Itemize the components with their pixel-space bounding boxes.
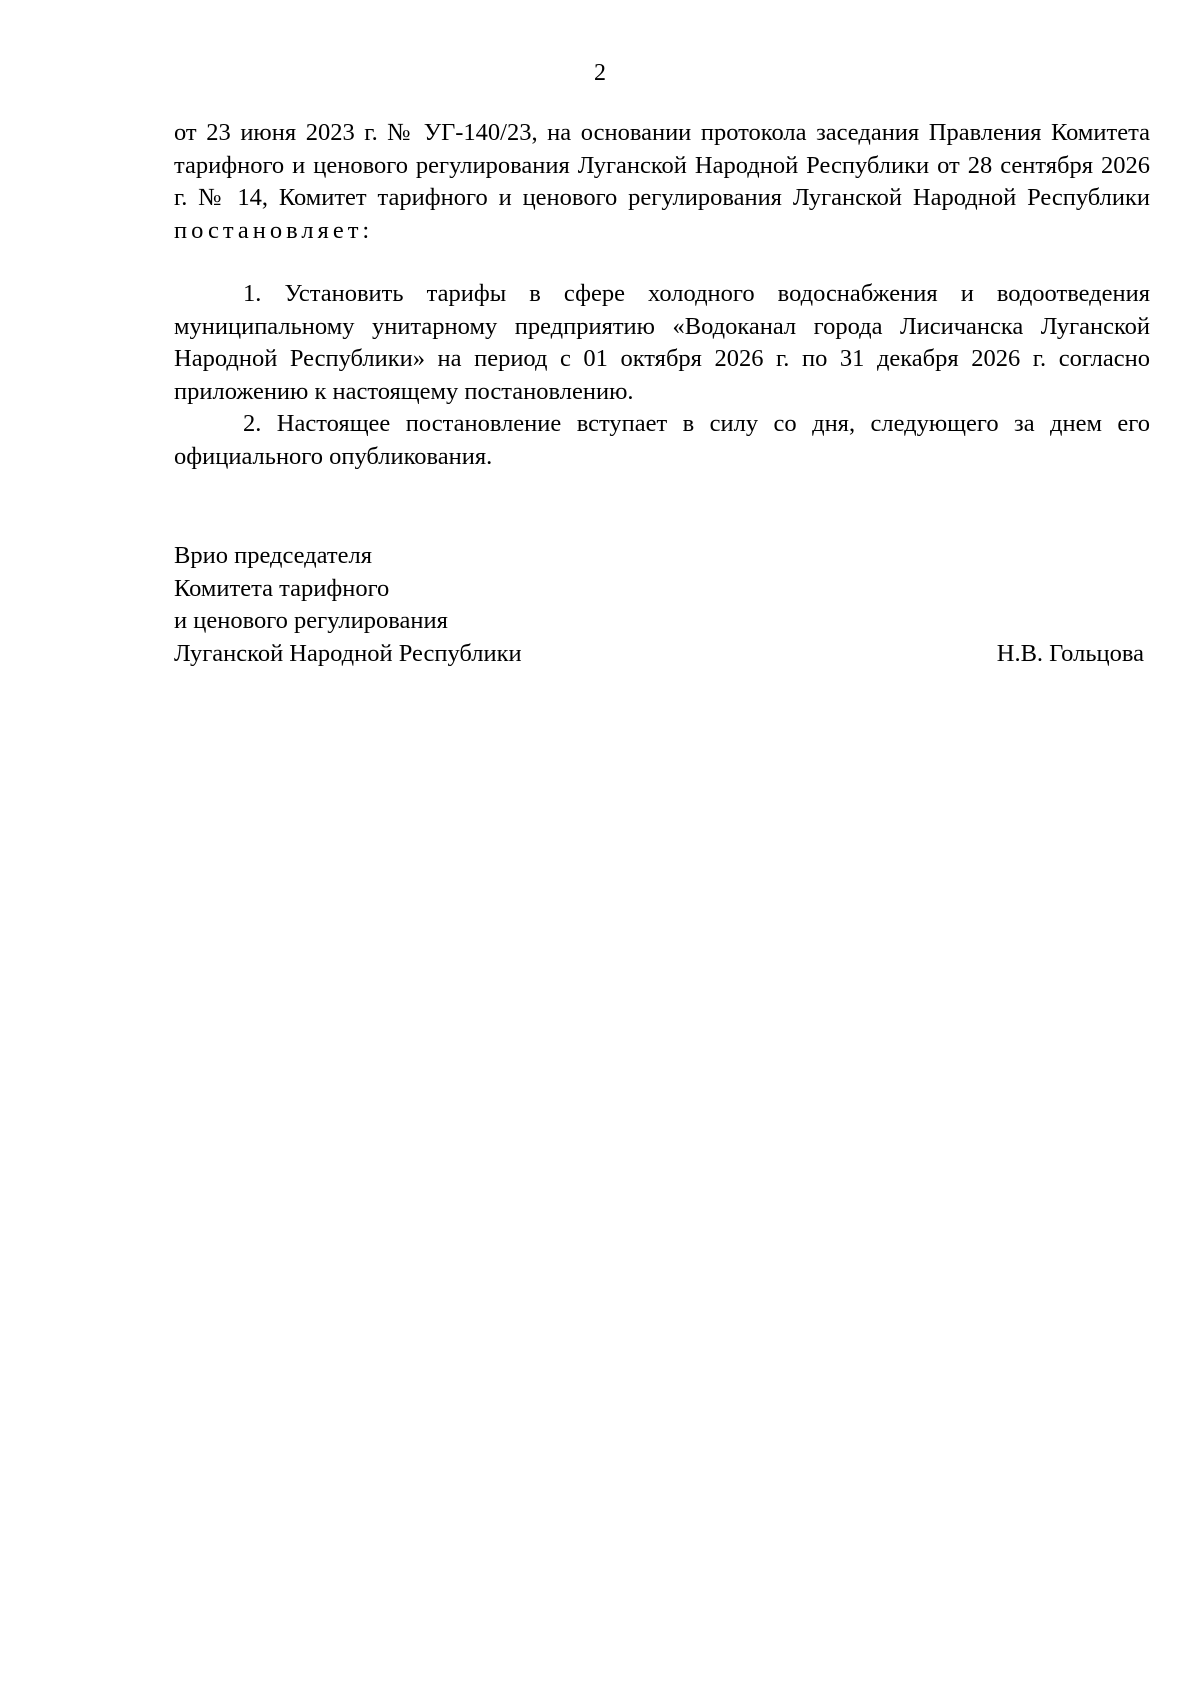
intro-ending: : bbox=[362, 216, 370, 244]
intro-paragraph bbox=[174, 117, 1150, 247]
signatory-name: Н.В. Гольцова bbox=[996, 639, 1144, 667]
signature-block bbox=[174, 540, 1150, 670]
resolution-item-2: 2. Настоящее постановление вступает в силу со дня, следующего за днем его официального опубликования. bbox=[174, 410, 1150, 470]
resolution-item-1: 1. Установить тарифы в сфере холодного водоснабжения и водоотведения муниципальному унитарному предприятию «Водоканал города Лисичанска Луганской Народной Республики» на период с 01 октября 2026 г. по 31 декабря 2026 г. согласно приложению к настоящему постановлению. bbox=[174, 280, 1150, 405]
signatory-position-line-1: Врио председателя bbox=[174, 542, 372, 569]
signatory-position-line-4: Луганской Народной Республики bbox=[174, 639, 522, 667]
signatory-position-line-3: и ценового регулирования bbox=[174, 607, 448, 634]
intro-text: от 23 июня 2023 г. № УГ-140/23, на основании протокола заседания Правления Комитета тарифного и ценового регулирования Луганской Народной Республики от 28 сентября 2026 г. № 14, Комитет тарифного и ценового регулирования Луганской Народной Республики bbox=[174, 119, 1150, 211]
page-number: 2 bbox=[594, 60, 606, 86]
signatory-position-line-2: Комитета тарифного bbox=[174, 574, 390, 602]
signatory-row bbox=[174, 638, 1150, 671]
document-body bbox=[174, 117, 1150, 473]
resolves-word: постановляет bbox=[174, 216, 363, 244]
